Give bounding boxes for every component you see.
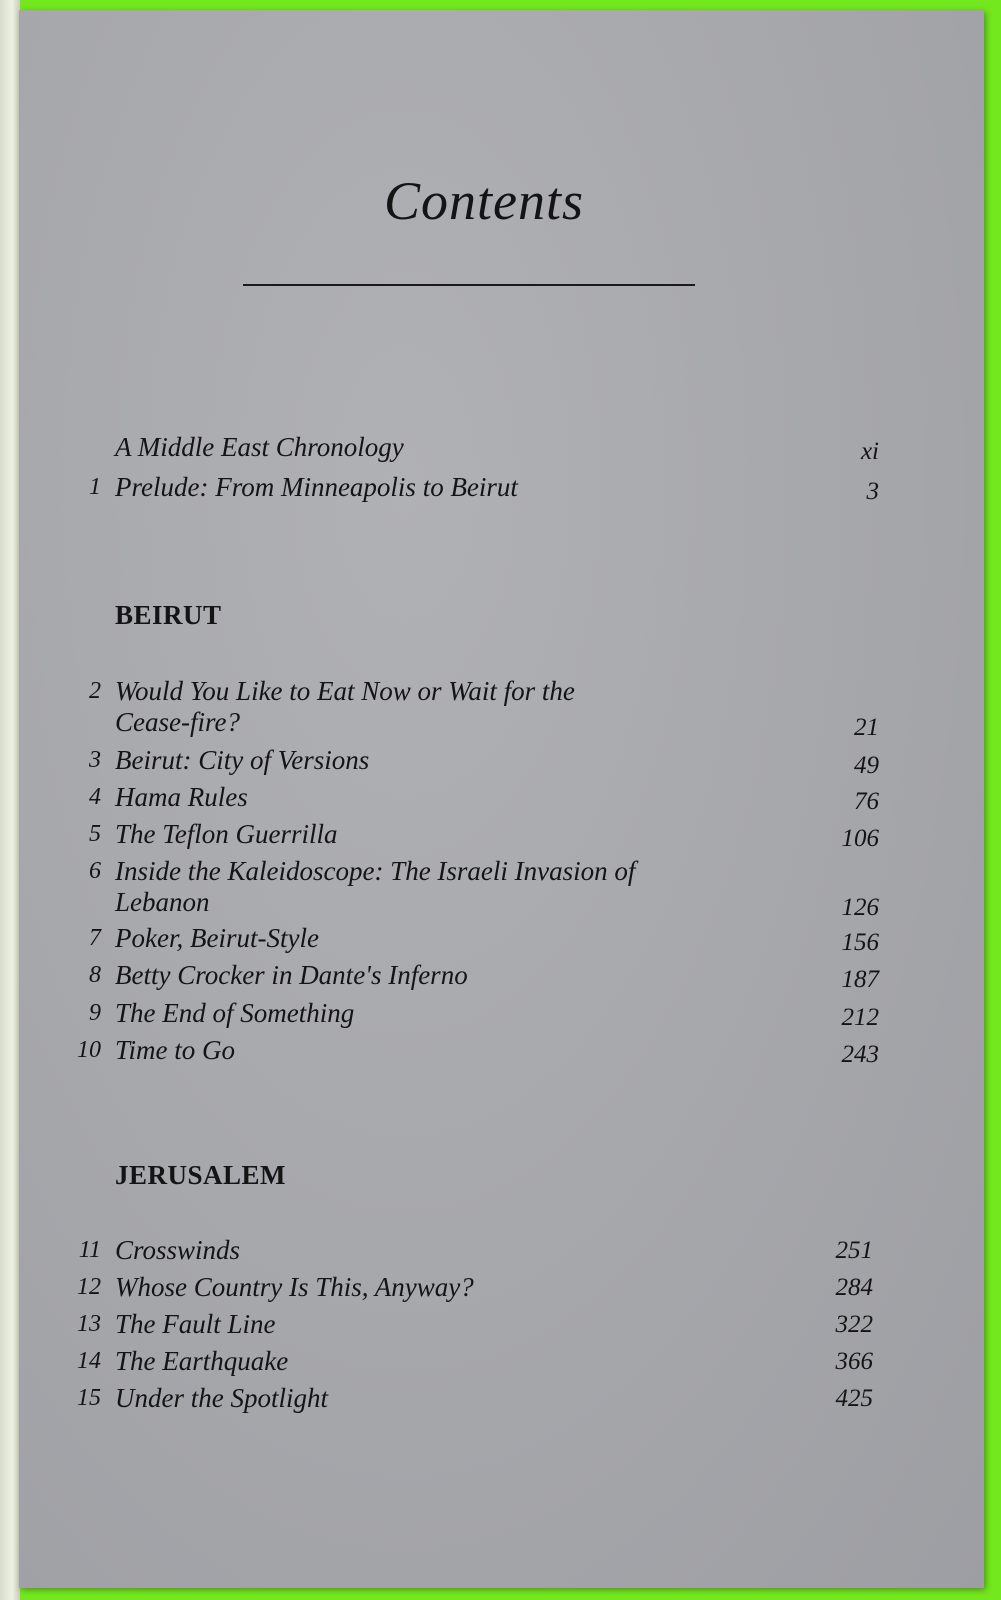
- toc-entry-number: 3: [89, 747, 101, 773]
- toc-entry-number: 4: [89, 784, 101, 810]
- toc-entry-title: Would You Like to Eat Now or Wait for the Cease-fire?: [115, 676, 575, 737]
- section-heading-jerusalem: JERUSALEM: [115, 1160, 287, 1190]
- toc-entry-page: 366: [835, 1348, 873, 1375]
- toc-entry-title: Beirut: City of Versions: [115, 745, 370, 775]
- toc-entry-page: 126: [841, 894, 879, 921]
- toc-entry-number: 2: [89, 678, 101, 704]
- toc-entry-page: 425: [835, 1385, 873, 1412]
- toc-entry-title: Betty Crocker in Dante's Inferno: [115, 960, 468, 990]
- toc-entry-page: xi: [860, 438, 879, 465]
- toc-entry-page: 156: [841, 929, 879, 956]
- toc-entry-page: 322: [835, 1311, 873, 1338]
- toc-entry-title: The Fault Line: [115, 1309, 276, 1339]
- toc-entry-number: 9: [89, 1000, 101, 1026]
- toc-entry-title: Prelude: From Minneapolis to Beirut: [115, 472, 518, 502]
- toc-entry-page: 187: [841, 966, 879, 993]
- toc-entry-title: Crosswinds: [115, 1235, 241, 1265]
- toc-entry-page: 3: [866, 478, 879, 505]
- toc-entry-title: Inside the Kaleidoscope: The Israeli Invasion of Lebanon: [115, 856, 636, 917]
- toc-entry-title: The Teflon Guerrilla: [115, 819, 338, 849]
- toc-entry-title: Hama Rules: [115, 782, 248, 812]
- toc-entry-number: 1: [89, 474, 101, 500]
- toc-entry-page: 284: [835, 1274, 873, 1301]
- section-heading-beirut: BEIRUT: [115, 600, 222, 630]
- toc-entry-number: 14: [77, 1348, 101, 1374]
- toc-entry-title: Under the Spotlight: [115, 1383, 328, 1413]
- toc-entry-title: Time to Go: [115, 1035, 236, 1065]
- toc-entry-page: 243: [841, 1041, 879, 1068]
- toc-entry-number: 12: [77, 1274, 101, 1300]
- toc-entry-page: 212: [841, 1004, 879, 1031]
- toc-entry-title: A Middle East Chronology: [115, 432, 404, 462]
- toc-entry-number: 13: [77, 1311, 101, 1337]
- page-title: Contents: [383, 171, 584, 231]
- toc-entry-number: 11: [78, 1237, 101, 1263]
- toc-entry-page: 21: [854, 714, 879, 741]
- book-page: [19, 10, 984, 1588]
- toc-entry-number: 6: [89, 858, 101, 884]
- toc-entry-number: 8: [89, 962, 101, 988]
- adjacent-page-edge: [0, 0, 20, 1600]
- toc-entry-number: 10: [77, 1037, 101, 1063]
- toc-entry-number: 7: [89, 925, 101, 951]
- toc-entry-title: Poker, Beirut-Style: [115, 923, 319, 953]
- toc-entry-title: The End of Something: [115, 998, 355, 1028]
- toc-entry-title: Whose Country Is This, Anyway?: [115, 1272, 474, 1302]
- toc-entry-title: The Earthquake: [115, 1346, 289, 1376]
- toc-entry-page: 76: [854, 788, 879, 815]
- title-rule: [243, 284, 695, 286]
- toc-entry-page: 49: [854, 752, 879, 779]
- toc-entry-page: 251: [835, 1237, 873, 1264]
- toc-entry-number: 15: [77, 1385, 101, 1411]
- toc-entry-page: 106: [841, 825, 879, 852]
- toc-entry-number: 5: [89, 821, 101, 847]
